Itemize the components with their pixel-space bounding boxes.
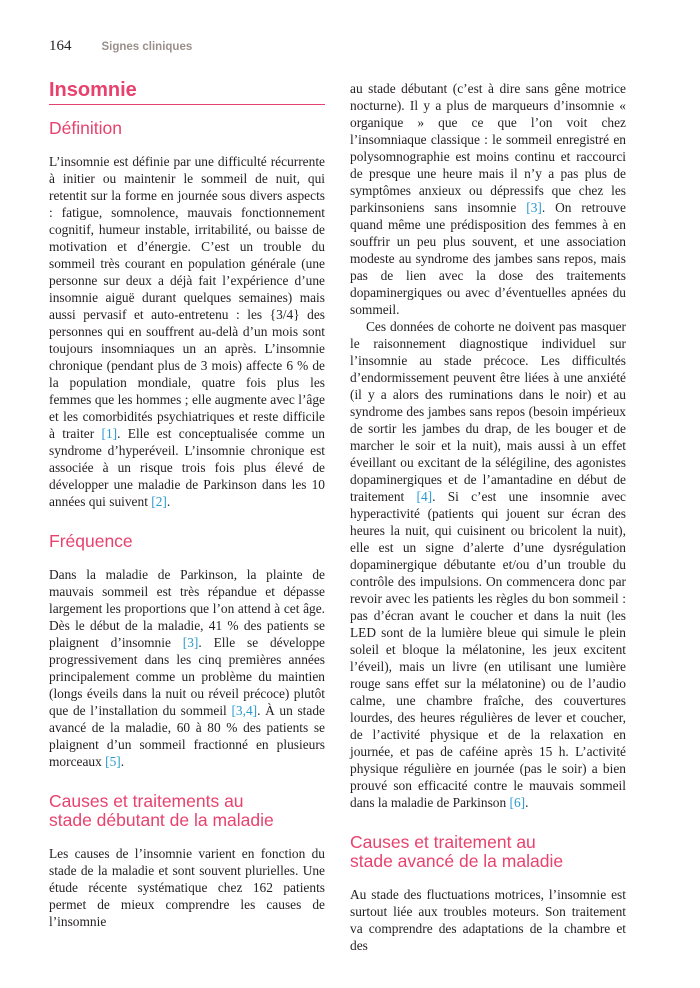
paragraph-continuation: au stade débutant (c’est à dire sans gêne motrice nocturne). Il y a plus de marqueurs d’insomnie « organique » que ce que l’on voit chez l’insomniaque classique : le sommeil enregistré en polysomnographie est moins continu et raccourci de presque une heure mais il n’y a pas plus de symptômes anxieux ou dépressifs que chez les parkinsoniens sans insomnie [3]. On retrouve quand même une prédisposition des femmes à en souffrir un peu plus souvent, et une association modeste au syndrome des jambes sans repos, mais pas de lien avec la dose des traitements dopaminergiques ou avec d’éventuelles apnées du sommeil. bbox=[350, 81, 626, 317]
paragraph-causes-debutant: Les causes de l’insomnie varient en fonction du stade de la maladie et sont souvent plurielles. Une étude récente systématique chez 162 patients permet de mieux comprendre les causes de l’insomnie bbox=[49, 846, 325, 929]
citation-ref[interactable]: [2] bbox=[151, 494, 167, 509]
paragraph-definition: L’insomnie est définie par une difficulté récurrente à initier ou maintenir le sommeil de nuit, qui retentit sur la forme en journée sous divers aspects : fatigue, somnolence, mauvais fonctionnement cognitif, humeur instable, irritabilité, ou baisse de motivation et d’énergie. C’est un trouble du sommeil très courant en population générale (une personne sur deux a déjà fait l’expérience d’une insomnie aiguë durant quelques semaines) mais aussi pervasif et auto-entretenu : les {3/4} des personnes qui en souffrent au-delà d’un mois sont toujours insomniaques un an après. L’insomnie chronique (pendant plus de 3 mois) affecte 6 % de la population mondiale, quatre fois plus les femmes que les hommes ; elle augmente avec l’âge et les comorbidités psychiatriques et reste difficile à traiter [1]. Elle est conceptualisée comme un syndrome d’hyperéveil. L’insomnie chronique est associée à un risque trois fois plus élevé de développer une maladie de Parkinson dans les 10 années qui suivent [2]. bbox=[49, 154, 325, 509]
citation-ref[interactable]: [5] bbox=[105, 754, 121, 769]
section-heading-causes-debutant: Causes et traitements au stade débutant de la maladie bbox=[49, 791, 274, 830]
paragraph-cohort: Ces données de cohorte ne doivent pas masquer le raisonnement diagnostique individuel sur l’insomnie au stade précoce. Les difficultés d’endormissement peuvent être liées à une anxiété (il y a alors des ruminations dans le noir) et au syndrome des jambes sans repos (besoin impérieux de sortir les jambes du drap, de les bouger et de marcher le soir et la nuit), mais aussi à un effet éveillant ou excitant de la sélégiline, des agonistes dopaminergiques et de l’amantadine en début de traitement [4]. Si c’est une insomnie avec hyperactivité (patients qui jouent sur écran des heures la nuit, qui cuisinent ou bricolent la nuit), elle est un signe d’alerte d’une dysrégulation dopaminergique débutante et/ou d’un trouble du contrôle des impulsions. On commencera donc par revoir avec les patients les règles du bon sommeil : pas d’écran avant le coucher et dans la nuit (les LED sont de la lumière bleue qui simule le plein soleil et bloque la mélatonine, les jeux excitent l’éveil), mais un livre (en utilisant une lumière rouge sans effet sur la mélatonine) ou de l’audio calme, une chambre fraîche, des couvertures lourdes, des heures régulières de lever et coucher, de l’activité physique et de la relaxation en journée, et pas de caféine après 15 h. L’activité physique régulière en journée (pas le soir) a bien prouvé son efficacité contre le mauvais sommeil dans la maladie de Parkinson [6]. bbox=[350, 319, 626, 810]
citation-ref[interactable]: [4] bbox=[416, 489, 433, 504]
section-heading-frequence: Fréquence bbox=[49, 531, 133, 551]
left-column bbox=[49, 78, 325, 930]
page-header bbox=[49, 38, 192, 58]
citation-ref[interactable]: [3,4] bbox=[231, 703, 258, 718]
right-column bbox=[350, 80, 626, 954]
running-title: Signes cliniques bbox=[101, 41, 193, 53]
section-heading-definition: Définition bbox=[49, 118, 122, 138]
chapter-title: Insomnie bbox=[49, 78, 325, 105]
section-heading-causes-avance: Causes et traitement au stade avancé de la maladie bbox=[350, 832, 564, 871]
paragraph-causes-avance: Au stade des fluctuations motrices, l’insomnie est surtout liée aux troubles moteurs. Son traitement va comprendre des adaptations de la chambre et des bbox=[350, 887, 626, 953]
paragraph-frequence: Dans la maladie de Parkinson, la plainte de mauvais sommeil est très répandue et dépasse largement les proportions que l’on attend à cet âge. Dès le début de la maladie, 41 % des patients se plaignent d’insomnie [3]. Elle se développe progressivement dans les cinq premières années principalement comme un problème du maintien (longs éveils dans la nuit ou réveil précoce) plutôt que de l’installation du sommeil [3,4]. À un stade avancé de la maladie, 60 à 80 % des patients se plaignent d’un sommeil fractionné en plusieurs morceaux [5]. bbox=[49, 567, 325, 769]
citation-ref[interactable]: [3] bbox=[182, 635, 199, 650]
citation-ref[interactable]: [3] bbox=[526, 200, 542, 215]
citation-ref[interactable]: [6] bbox=[509, 795, 526, 810]
page-number: 164 bbox=[49, 38, 72, 54]
citation-ref[interactable]: [1] bbox=[101, 426, 118, 441]
